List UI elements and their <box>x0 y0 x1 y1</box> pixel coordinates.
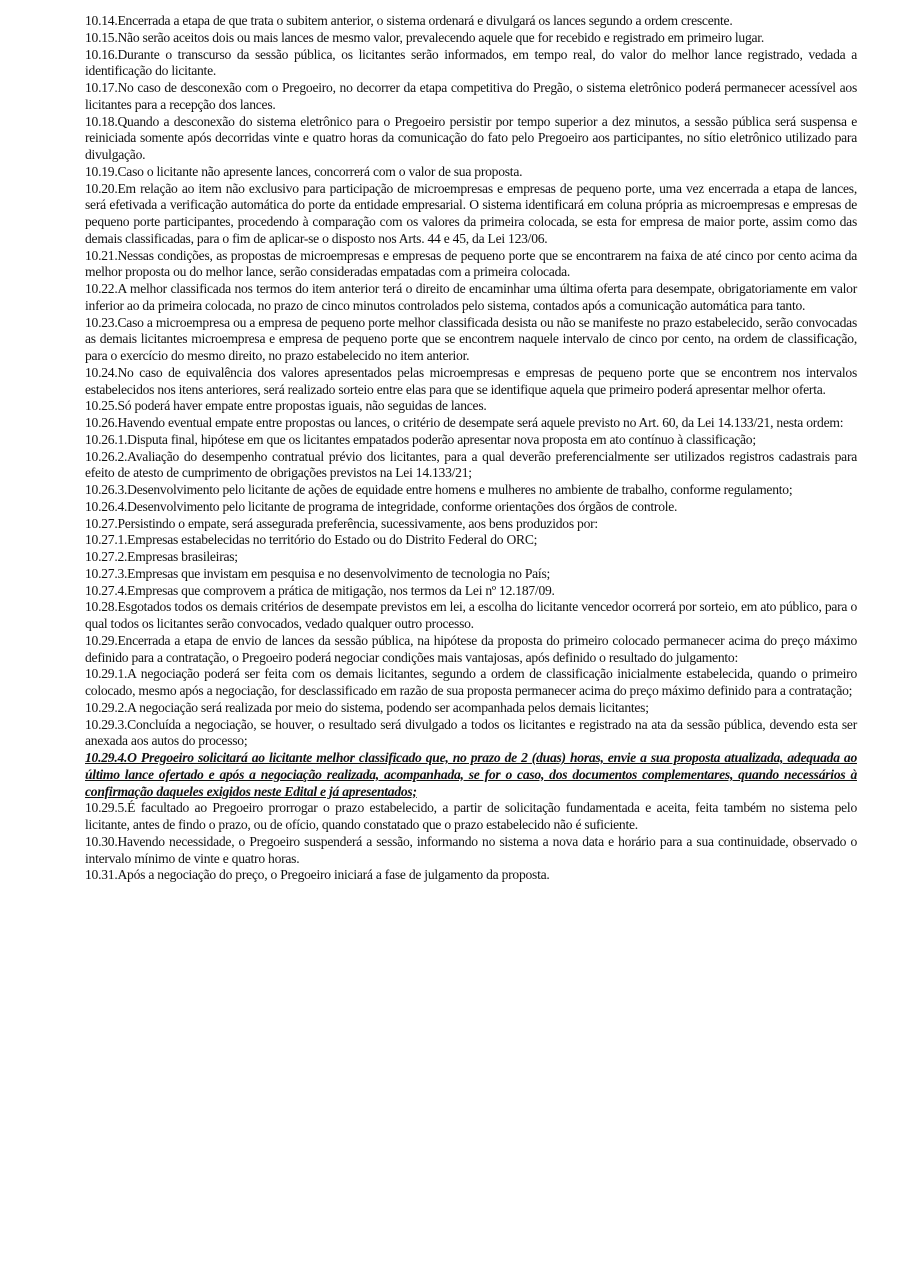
clause-paragraph: 10.14.Encerrada a etapa de que trata o subitem anterior, o sistema ordenará e divulgará os lances segundo a ordem crescente. <box>85 13 733 28</box>
clause-paragraph: 10.27.Persistindo o empate, será assegurada preferência, sucessivamente, aos bens produzidos por: <box>85 515 598 531</box>
clause-paragraph: 10.26.2.Avaliação do desempenho contratual prévio dos licitantes, para a qual deverão preferencialmente ser utilizados registros cadastrais para efeito de atesto de cumprimento de obrigações previstos na Lei 14.133/21; <box>85 448 857 481</box>
clause-paragraph: 10.19.Caso o licitante não apresente lances, concorrerá com o valor de sua proposta. <box>85 163 523 179</box>
clause-paragraph: 10.22.A melhor classificada nos termos do item anterior terá o direito de encaminhar uma última oferta para desempate, obrigatoriamente em valor inferior ao da primeira colocada, no prazo de cinco minutos controlados pelo sistema, contados após a comunicação automática para tanto. <box>85 281 857 313</box>
clause-paragraph: 10.29.1.A negociação poderá ser feita com os demais licitantes, segundo a ordem de classificação inicialmente estabelecida, quando o primeiro colocado, mesmo após a negociação, for desclassificado em razão de sua proposta permanecer acima do preço máximo definido para a contratação; <box>85 666 857 698</box>
clause-paragraph: 10.24.No caso de equivalência dos valores apresentados pelas microempresas e empresas de pequeno porte que se encontrem nos intervalos estabelecidos nos itens anteriores, será realizado sorteio entre elas para que se identifique aquela que primeiro poderá apresentar melhor oferta. <box>85 364 857 397</box>
document-page <box>85 13 857 884</box>
clause-paragraph: 10.21.Nessas condições, as propostas de microempresas e empresas de pequeno porte que se encontrarem na faixa de até cinco por cento acima da melhor proposta ou do melhor lance, serão consideradas empatadas com a primeira colocada. <box>85 247 857 280</box>
clause-paragraph: 10.15.Não serão aceitos dois ou mais lances de mesmo valor, prevalecendo aquele que for recebido e registrado em primeiro lugar. <box>85 29 764 45</box>
clause-paragraph: 10.28.Esgotados todos os demais critérios de desempate previstos em lei, a escolha do licitante vencedor ocorrerá por sorteio, em ato público, para o qual todos os licitantes serão convocados, vedado qualquer outro processo. <box>85 599 857 631</box>
clause-paragraph: 10.17.No caso de desconexão com o Pregoeiro, no decorrer da etapa competitiva do Pregão, o sistema eletrônico poderá permanecer acessível aos licitantes para a recepção dos lances. <box>85 80 857 112</box>
clause-paragraph: 10.25.Só poderá haver empate entre propostas iguais, não seguidas de lances. <box>85 398 487 414</box>
clause-paragraph: 10.27.2.Empresas brasileiras; <box>85 549 238 564</box>
clause-paragraph: 10.29.2.A negociação será realizada por meio do sistema, podendo ser acompanhada pelos demais licitantes; <box>85 699 649 715</box>
clause-paragraph: 10.26.Havendo eventual empate entre propostas ou lances, o critério de desempate será aquele previsto no Art. 60, da Lei 14.133/21, nesta ordem: <box>85 415 844 430</box>
clause-paragraph: 10.27.4.Empresas que comprovem a prática de mitigação, nos termos da Lei nº 12.187/09. <box>85 582 555 598</box>
clause-paragraph: 10.26.3.Desenvolvimento pelo licitante de ações de equidade entre homens e mulheres no ambiente de trabalho, conforme regulamento; <box>85 482 793 497</box>
clause-paragraph: 10.26.1.Disputa final, hipótese em que os licitantes empatados poderão apresentar nova proposta em ato contínuo à classificação; <box>85 431 756 447</box>
clause-paragraph: 10.26.4.Desenvolvimento pelo licitante de programa de integridade, conforme orientações dos órgãos de controle. <box>85 498 678 514</box>
clause-paragraph: 10.29.3.Concluída a negociação, se houver, o resultado será divulgado a todos os licitantes e registrado na ata da sessão pública, devendo esta ser anexada aos autos do processo; <box>85 716 857 749</box>
clause-paragraph-emphasized: 10.29.4.O Pregoeiro solicitará ao licitante melhor classificado que, no prazo de 2 (duas) horas, envie a sua proposta atualizada, adequada ao último lance ofertado e após a negociação realizada, acompanhada, se for o caso, dos documentos complementares, quando necessários à confirmação daqueles exigidos neste Edital e já apresentados; <box>85 750 857 799</box>
clause-paragraph: 10.29.5.É facultado ao Pregoeiro prorrogar o prazo estabelecido, a partir de solicitação fundamentada e aceita, feita também no sistema pelo licitante, antes de findo o prazo, ou de ofício, quando constatado que o prazo estabelecido não é suficiente. <box>85 800 857 832</box>
clause-paragraph: 10.31.Após a negociação do preço, o Pregoeiro iniciará a fase de julgamento da proposta. <box>85 867 550 883</box>
clause-paragraph: 10.27.3.Empresas que invistam em pesquisa e no desenvolvimento de tecnologia no País; <box>85 565 551 581</box>
clause-paragraph: 10.30.Havendo necessidade, o Pregoeiro suspenderá a sessão, informando no sistema a nova data e horário para a sua continuidade, observado o intervalo mínimo de vinte e quatro horas. <box>85 833 857 866</box>
clause-paragraph: 10.16.Durante o transcurso da sessão pública, os licitantes serão informados, em tempo real, do valor do melhor lance registrado, vedada a identificação do licitante. <box>85 46 857 79</box>
clause-paragraph: 10.29.Encerrada a etapa de envio de lances da sessão pública, na hipótese da proposta do primeiro colocado permanecer acima do preço máximo definido para a contratação, o Pregoeiro poderá negociar condições mais vantajosas, após definido o resultado do julgamento: <box>85 632 857 665</box>
clause-paragraph: 10.20.Em relação ao item não exclusivo para participação de microempresas e empresas de pequeno porte, uma vez encerrada a etapa de lances, será efetivada a verificação automática do porte da entidade empresarial. O sistema identificará em coluna própria as microempresas e empresas de pequeno porte participantes, procedendo à comparação com os valores da primeira colocada, se esta for empresa de maior porte, assim como das demais classificadas, para o fim de aplicar-se o disposto nos Arts. 44 e 45, da Lei 123/06. <box>85 180 857 246</box>
clause-paragraph: 10.23.Caso a microempresa ou a empresa de pequeno porte melhor classificada desista ou não se manifeste no prazo estabelecido, serão convocadas as demais licitantes microempresa e empresa de pequeno porte que se encontrem naquele intervalo de cinco por cento, na ordem de classificação, para o exercício do mesmo direito, no prazo estabelecido no item anterior. <box>85 314 857 363</box>
clause-paragraph: 10.18.Quando a desconexão do sistema eletrônico para o Pregoeiro persistir por tempo superior a dez minutos, a sessão pública será suspensa e reiniciada somente após decorridas vinte e quatro horas da comunicação do fato pelo Pregoeiro aos participantes, no sítio eletrônico utilizado para divulgação. <box>85 113 857 162</box>
clause-paragraph: 10.27.1.Empresas estabelecidas no território do Estado ou do Distrito Federal do ORC; <box>85 532 538 548</box>
